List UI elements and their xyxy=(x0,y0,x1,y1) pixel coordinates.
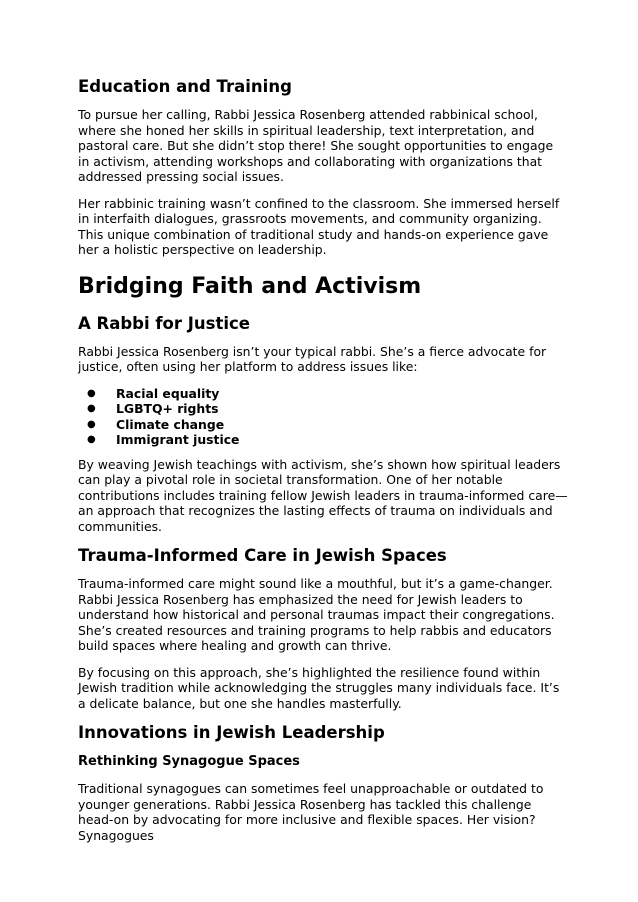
heading-bridging-faith-activism: Bridging Faith and Activism xyxy=(78,273,422,299)
list-item xyxy=(78,432,568,448)
subheading-rethinking-synagogue: Rethinking Synagogue Spaces xyxy=(78,754,300,769)
list-item-label: Immigrant justice xyxy=(116,432,240,447)
heading-rabbi-for-justice: A Rabbi for Justice xyxy=(78,313,250,333)
paragraph-trauma-1: Trauma-informed care might sound like a mouthful, but it’s a game-changer. Rabbi Jessica Rosenberg has emphasized the need for Jewish leaders to understand how historical and personal traumas impact their congregations. She’s created resources and training programs to help rabbis and educators build spaces where healing and growth can thrive. xyxy=(78,576,555,653)
bullet-icon: ● xyxy=(87,418,96,430)
paragraph-education-2: Her rabbinic training wasn’t confined to the classroom. She immersed herself in interfaith dialogues, grassroots movements, and community organizing. This unique combination of traditional study and hands-on experience gave her a holistic perspective on leadership. xyxy=(78,195,560,257)
list-item-label: Climate change xyxy=(116,416,225,432)
bullet-icon: ● xyxy=(87,387,96,399)
list-item-label: LGBTQ+ rights xyxy=(116,401,219,416)
paragraph-justice-weaving: By weaving Jewish teachings with activism, she’s shown how spiritual leaders can play a pivotal role in societal transformation. One of her notable contributions includes training fellow Jewish leaders in trauma-informed care—an approach that recognizes the lasting effects of trauma on individuals and communities. xyxy=(78,456,568,534)
heading-innovations-leadership: Innovations in Jewish Leadership xyxy=(78,723,385,742)
document-page xyxy=(78,76,568,854)
heading-trauma-informed-care: Trauma-Informed Care in Jewish Spaces xyxy=(78,546,447,565)
bullet-icon: ● xyxy=(87,403,96,414)
justice-issues-list xyxy=(78,386,568,448)
paragraph-education-1: To pursue her calling, Rabbi Jessica Rosenberg attended rabbinical school, where she honed her skills in spiritual leadership, text interpretation, and pastoral care. But she didn’t stop there! She sought opportunities to engage in activism, attending workshops and collaborating with organizations that addressed pressing social issues. xyxy=(78,107,554,184)
list-item xyxy=(78,401,568,417)
heading-education-training: Education and Training xyxy=(78,77,292,96)
list-item xyxy=(78,386,568,402)
paragraph-innovations-1: Traditional synagogues can sometimes feel unapproachable or outdated to younger generations. Rabbi Jessica Rosenberg has tackled this challenge head-on by advocating for more inclusive and flexible spaces. Her vision? Synagogues xyxy=(78,781,544,843)
paragraph-trauma-2: By focusing on this approach, she’s highlighted the resilience found within Jewish tradition while acknowledging the struggles many individuals face. It’s a delicate balance, but one she handles masterfully. xyxy=(78,664,560,711)
list-item xyxy=(78,417,568,433)
list-item-label: Racial equality xyxy=(116,385,220,401)
paragraph-justice-intro: Rabbi Jessica Rosenberg isn’t your typical rabbi. She’s a fierce advocate for justice, often using her platform to address issues like: xyxy=(78,343,547,374)
bullet-icon: ● xyxy=(87,434,96,445)
